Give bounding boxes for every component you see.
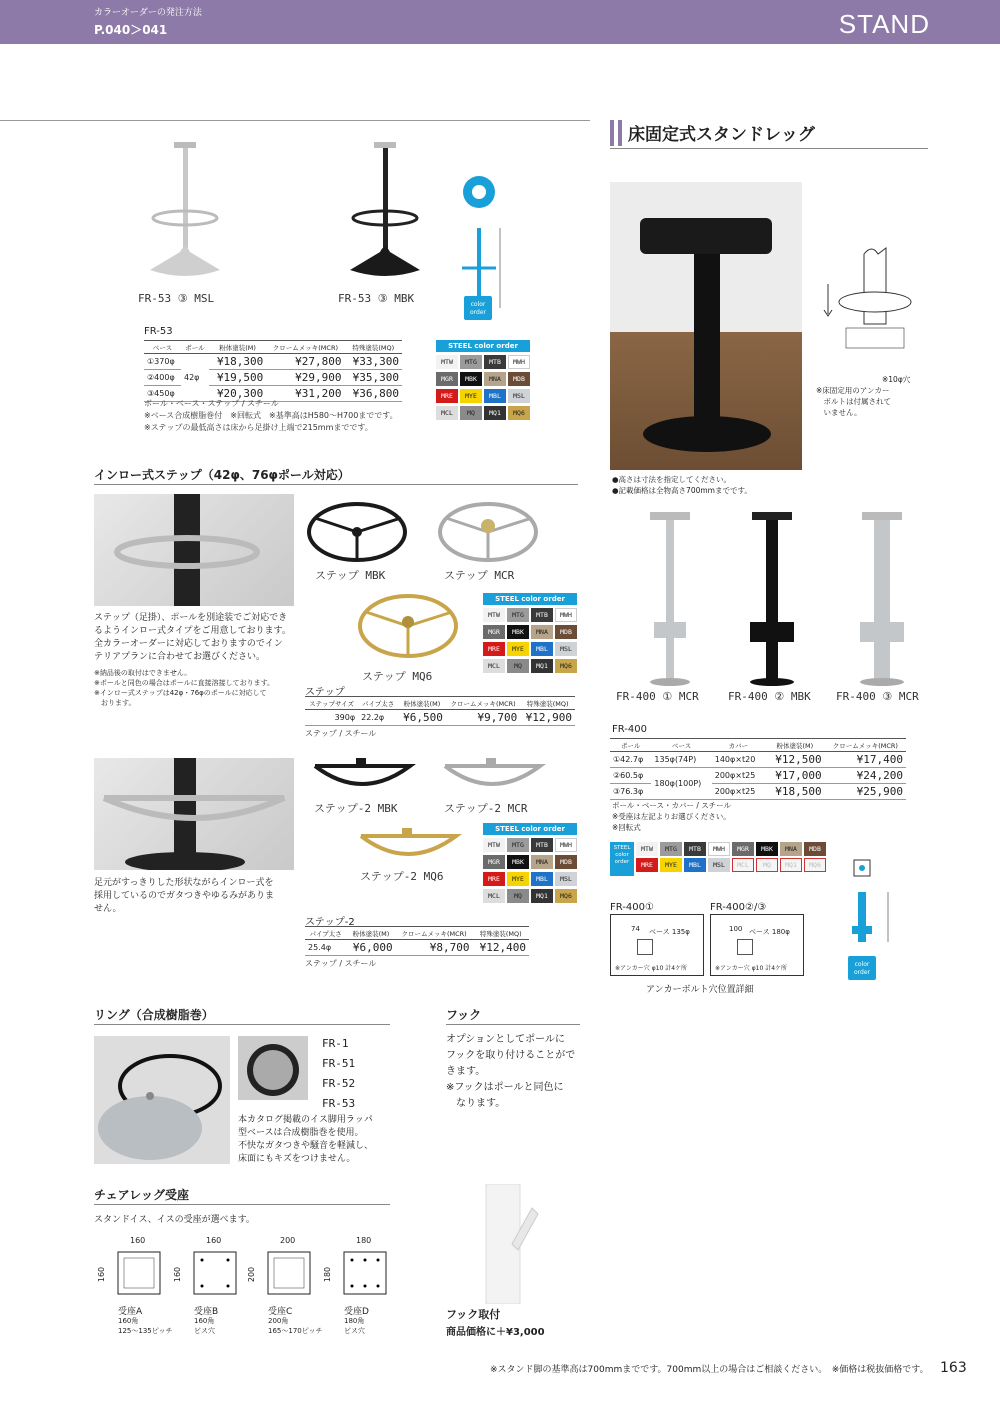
step-price-table: ステップサイズ パイプ太さ 粉体塗装(M) クロームメッキ(MCR) 特殊塗装(MQ) 390φ 22.2φ ¥6,500 ¥9,700 ¥12,900 — [305, 696, 575, 726]
divider — [94, 1024, 390, 1025]
anchor-detail-1: 74 ベース 135φ ※アンカー穴 φ10 計4ケ所 — [610, 914, 704, 976]
step-material: ステップ / スチール — [305, 729, 377, 738]
steel-color-grid-step2: STEEL color order MTW MTG MTB MWH MGR MBK MNA MDB MRE MYE MBL MSL MCL MQ MQ1 MQ6 — [483, 823, 577, 903]
anchor-title: アンカーボルト穴位置詳細 — [646, 985, 754, 995]
ring-description: 本カタログ掲載のイス脚用ラッパ 型ベースは合成樹脂巻を使用。 不快なガタつきや騒音を軽減し、 床面にもキズをつけません。 — [238, 1115, 374, 1164]
footer-note: ※スタンド脚の基準高は700mmまでです。700mm以上の場合はご相談ください。 ※価格は税抜価格です。 — [490, 1365, 929, 1375]
step2-mcr-label: ステップ-2 MCR — [444, 802, 528, 815]
fr400-2-label: FR-400 ② MBK — [728, 690, 811, 703]
step-mcr-image — [436, 500, 546, 566]
page-title: STAND — [838, 9, 930, 39]
step2-table-title: ステップ-2 — [305, 917, 355, 928]
inlow-step-title: インロー式ステップ（42φ、76φポール対応） — [94, 468, 350, 482]
divider — [610, 148, 928, 149]
fr400-table-title: FR-400 — [612, 724, 647, 735]
fr53-price-table: ベース ポール 粉体塗装(M) クロームメッキ(MCR) 特殊塗装(MQ) ①370φ 42φ ¥18,300 ¥27,800 ¥33,300 ②400φ ¥19,500 ¥29,900 ¥35,300 ③450φ ¥20,300 ¥31,200 ¥36,800 — [144, 340, 402, 402]
steel-color-grid-fr53: STEEL color order MTW MTG MTB MWH MGR MBK MNA MDB MRE MYE MBL MSL MCL MQ MQ1 MQ6 — [436, 340, 530, 420]
anchor-label-1: FR-400① — [610, 902, 654, 913]
fr53-msl-label: FR-53 ③ MSL — [138, 292, 215, 305]
step-table-title: ステップ — [305, 687, 345, 698]
inlow-step-photo — [94, 494, 294, 606]
step2-material: ステップ / スチール — [305, 959, 377, 968]
ring-title: リング（合成樹脂巻） — [94, 1008, 214, 1022]
step2-description: 足元がすっきりした形状ながらインロー式を 採用しているのでガタつきやゆるみがありま せん。 — [94, 878, 275, 914]
divider — [94, 1204, 390, 1205]
step2-photo — [94, 758, 294, 870]
hook-image — [482, 1184, 552, 1304]
seat-options: 160 160 受座A 160角 125〜135ピッチ 160 160 受座B 160角 ビス穴 200 200 受座C 200角 165〜170ピッチ 180 180 受座D 180角 ビス穴 — [94, 1236, 424, 1356]
ring-base-photo — [238, 1036, 308, 1100]
step2-mbk-image — [310, 756, 420, 796]
fr400-section-title: 床固定式スタンドレッグ — [628, 125, 815, 145]
fr53-color-order-button[interactable]: color order — [464, 296, 492, 320]
inlow-notes: ※納品後の取付はできません。 ※ポールと同色の場合はポールに直接溶接しております。 ※インロー式ステップは42φ・76φのポールに対応して おります。 — [94, 669, 275, 707]
page-reference[interactable]: P.040＞041 — [94, 23, 168, 37]
fr400-steel-badge: STEEL color order — [610, 842, 634, 876]
fr53-mbk-label: FR-53 ③ MBK — [338, 292, 415, 305]
section-accent-bar — [610, 120, 614, 146]
step2-price-table: パイプ太さ 粉体塗装(M) クロームメッキ(MCR) 特殊塗装(MQ) 25.4φ ¥6,000 ¥8,700 ¥12,400 — [305, 926, 529, 956]
color-order-note: カラーオーダーの発注方法 — [94, 8, 202, 18]
fr400-parts-diagram — [848, 840, 898, 960]
hook-title: フック — [446, 1008, 482, 1022]
fr400-color-order-button[interactable]: color order — [848, 956, 876, 980]
fr400-1-mcr-image — [640, 512, 700, 688]
fr53-table-title: FR-53 — [144, 326, 173, 337]
seat-description: スタンドイス、イスの受座が選べます。 — [94, 1215, 255, 1225]
fr53-mbk-image — [340, 142, 440, 282]
fr400-3-label: FR-400 ③ MCR — [836, 690, 919, 703]
section-accent-bar — [618, 120, 622, 146]
anchor-bolt-diagram — [820, 244, 926, 364]
anchor-label-2: FR-400②/③ — [710, 902, 767, 913]
hook-caption: フック取付 — [446, 1308, 501, 1321]
divider — [0, 120, 590, 121]
step-mbk-image — [305, 500, 415, 566]
divider — [446, 1024, 580, 1025]
fr400-3-mcr-image — [852, 512, 912, 688]
step2-mcr-image — [440, 756, 550, 796]
step2-mq6-image — [356, 826, 466, 866]
step-mq6-label: ステップ MQ6 — [362, 670, 433, 683]
page-header — [0, 0, 1000, 44]
steel-color-grid-step: STEEL color order MTW MTG MTB MWH MGR MBK MNA MDB MRE MYE MBL MSL MCL MQ MQ1 MQ6 — [483, 593, 577, 673]
ring-photo — [94, 1036, 230, 1164]
page-number: 163 — [940, 1360, 967, 1376]
fr400-1-label: FR-400 ① MCR — [616, 690, 699, 703]
fr400-notes: ●高さは寸法を指定してください。 ●記載価格は全物高さ700mmまでです。 — [612, 475, 752, 495]
fr400-color-chips: MTW MTG MTB MWH MGR MBK MNA MDB MRE MYE MBL MSL MCL MQ MQ1 MQ6 — [636, 842, 830, 872]
step-mbk-label: ステップ MBK — [315, 569, 386, 582]
fr400-2-mbk-image — [742, 512, 802, 688]
step-mcr-label: ステップ MCR — [444, 569, 515, 582]
step-mq6-image — [356, 592, 466, 664]
inlow-description: ステップ（足掛）、ポールを別途装でご対応でき るようインロー式タイプをご用意しております。 全カラーオーダーに対応しておりますのでイン テリアプランに合わせてお選びください。 — [94, 613, 291, 662]
fr400-material-notes: ポール・ベース・カバー / スチール ※受座は左記よりお選びください。 ※回転式 — [612, 801, 731, 832]
anchor-detail-2: 100 ベース 180φ ※アンカー穴 φ10 計4ケ所 — [710, 914, 804, 976]
anchor-note: ※10φ穴 ※床固定用のアンカー ボルトは付属されて いません。 — [816, 375, 911, 417]
step2-mbk-label: ステップ-2 MBK — [314, 802, 398, 815]
hook-description: オプションとしてポールに フックを取り付けることがで きます。 ※フックはポールと同色に なります。 — [446, 1034, 576, 1109]
seat-title: チェアレッグ受座 — [94, 1188, 190, 1202]
ring-models: FR-1 FR-51 FR-52 FR-53 — [322, 1037, 356, 1110]
fr400-photo — [610, 182, 802, 470]
fr53-msl-image — [140, 142, 240, 282]
fr400-price-table: ポール ベース カバー 粉体塗装(M) クロームメッキ(MCR) ①42.7φ 135φ(74P) 140φ×t20 ¥12,500 ¥17,400 ②60.5φ 180φ(100P) 200φ×t25 ¥17,000 ¥24,200 ③76.3φ 200φ×t25 ¥18,500 ¥25,900 — [610, 738, 906, 800]
hook-price: 商品価格に＋¥3,000 — [446, 1327, 545, 1338]
step2-mq6-label: ステップ-2 MQ6 — [360, 870, 444, 883]
divider — [94, 484, 578, 485]
fr53-notes: ボール・ベース・ステップ / スチール ※ベース合成樹脂巻付 ※回転式 ※基準高はH580〜H700までです。 ※ステップの最低高さは床から足掛け上端で215mmまでです。 — [144, 399, 398, 432]
